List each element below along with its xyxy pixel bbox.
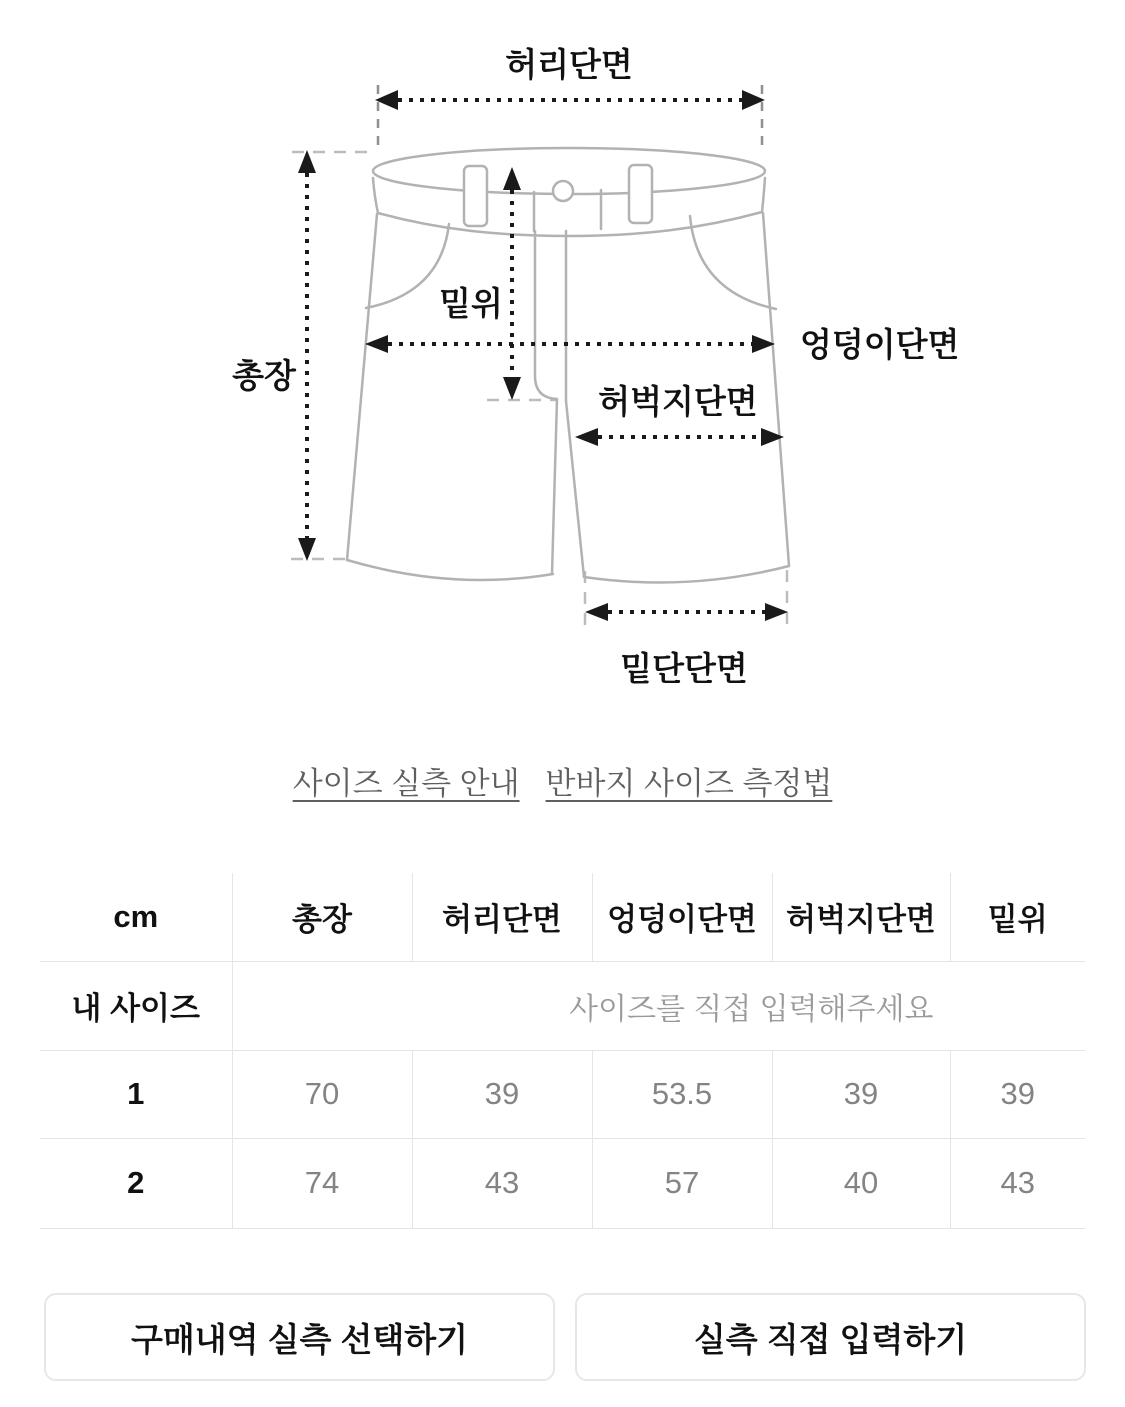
size-value: 57 [592,1138,772,1228]
size-value: 39 [950,1050,1085,1138]
select-purchase-measure-button[interactable]: 구매내역 실측 선택하기 [44,1293,555,1381]
hip-label: 엉덩이단면 [800,326,960,363]
unit-header: cm [40,873,232,961]
bottom-buttons [44,1293,1086,1381]
size-value: 43 [412,1138,592,1228]
column-header-hip: 엉덩이단면 [592,873,772,961]
size-value: 39 [772,1050,950,1138]
size-value: 43 [950,1138,1085,1228]
size-label: 1 [40,1050,232,1138]
size-value: 74 [232,1138,412,1228]
guide-links [0,758,1125,803]
direct-input-measure-button[interactable]: 실측 직접 입력하기 [575,1293,1086,1381]
size-label: 2 [40,1138,232,1228]
size-table [40,873,1085,1229]
column-header-thigh: 허벅지단면 [772,873,950,961]
waist-guide-lines [378,85,762,151]
table-header-row [40,873,1085,961]
size-row[interactable] [40,1138,1085,1228]
size-value: 40 [772,1138,950,1228]
size-value: 39 [412,1050,592,1138]
my-size-label: 내 사이즈 [40,961,232,1050]
size-value: 70 [232,1050,412,1138]
thigh-label: 허벅지단면 [598,383,758,420]
hem-label: 밑단단면 [620,650,748,687]
measure-guide-link[interactable]: 반바지 사이즈 측정법 [545,766,833,801]
my-size-row [40,961,1085,1050]
size-row[interactable] [40,1050,1085,1138]
length-label: 총장 [232,357,296,394]
shorts-outline [347,148,789,582]
column-header-length: 총장 [232,873,412,961]
column-header-waist: 허리단면 [412,873,592,961]
size-value: 53.5 [592,1050,772,1138]
waist-label: 허리단면 [505,46,633,83]
size-input-placeholder[interactable]: 사이즈를 직접 입력해주세요 [232,961,1085,1050]
column-header-rise: 밑위 [950,873,1085,961]
size-guide-link[interactable]: 사이즈 실측 안내 [292,766,520,801]
arrow-heads [298,90,788,621]
rise-label: 밑위 [439,285,503,322]
